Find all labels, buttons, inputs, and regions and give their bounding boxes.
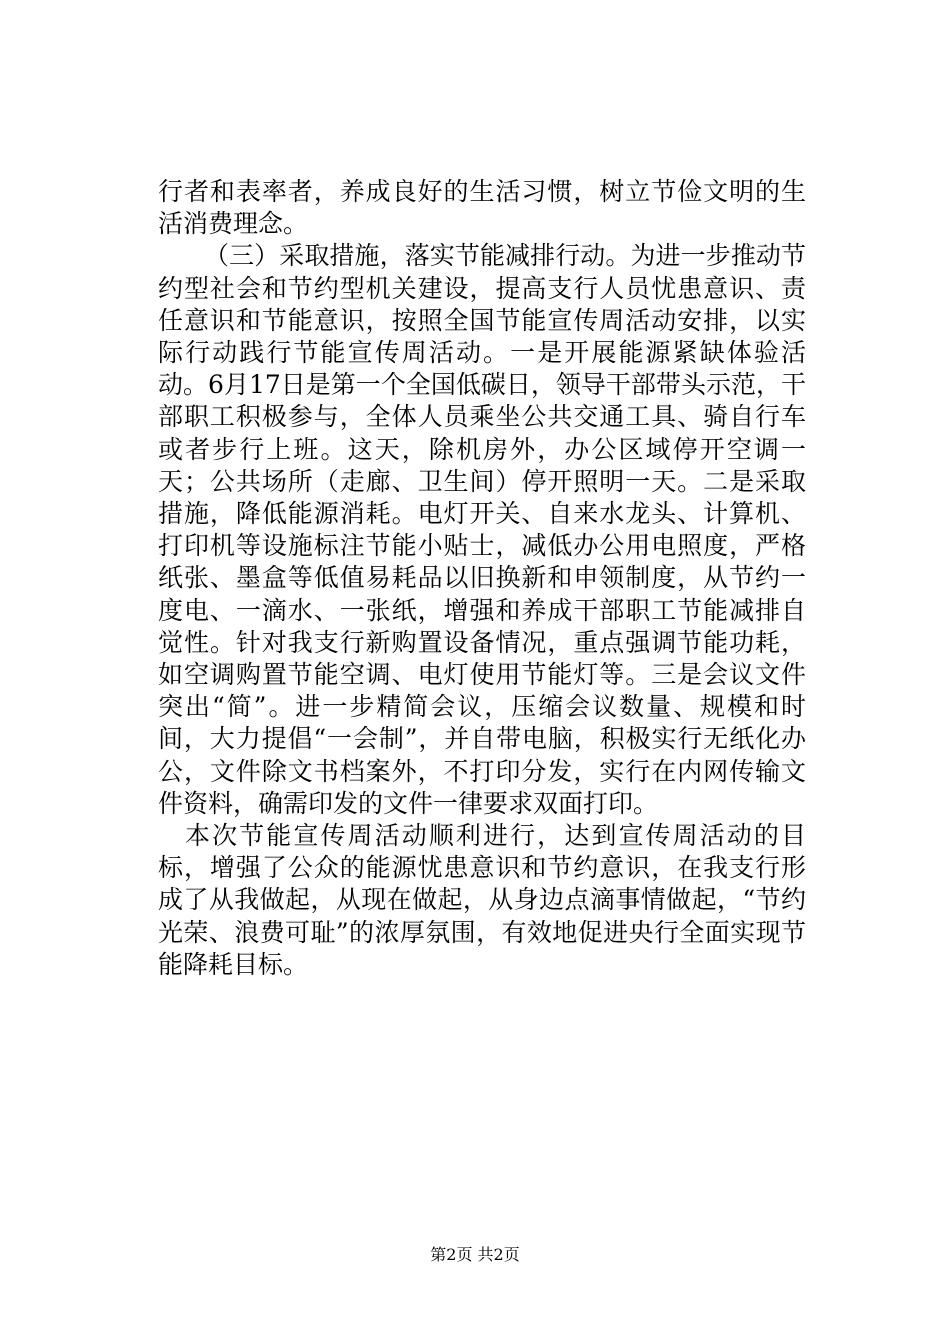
paragraph-continuation: 行者和表率者，养成良好的生活习惯，树立节俭文明的生活消费理念。 [158,177,806,239]
page-footer [0,1244,950,1266]
page-number: 第2页 共2页 [430,1245,520,1264]
document-body [158,176,806,981]
paragraph-measures: （三）采取措施，落实节能减排行动。为进一步推动节约型社会和节约型机关建设，提高支行人员忧患意识、责任意识和节能意识，按照全国节能宣传周活动安排，以实际行动践行节能宣传周活动。一是开展能源紧缺体验活动。6月17日是第一个全国低碳日，领导干部带头示范，干部职工积极参与，全体人员乘坐公共交通工具、骑自行车或者步行上班。这天，除机房外，办公区域停开空调一天；公共场所（走廊、卫生间）停开照明一天。二是采取措施，降低能源消耗。电灯开关、自来水龙头、计算机、打印机等设施标注节能小贴士，减低办公用电照度，严格纸张、墨盒等低值易耗品以旧换新和申领制度，从节约一度电、一滴水、一张纸，增强和养成干部职工节能减排自觉性。针对我支行新购置设备情况，重点强调节能功耗，如空调购置节能空调、电灯使用节能灯等。三是会议文件突出“简”。进一步精简会议，压缩会议数量、规模和时间，大力提倡“一会制”，并自带电脑，积极实行无纸化办公，文件除文书档案外，不打印分发，实行在内网传输文件资料，确需印发的文件一律要求双面打印。 [158,241,806,818]
paragraph-summary: 本次节能宣传周活动顺利进行，达到宣传周活动的目标，增强了公众的能源忧患意识和节约意识，在我支行形成了从我做起，从现在做起，从身边点滴事情做起，“节约光荣、浪费可耻”的浓厚氛围，有效地促进央行全面实现节能降耗目标。 [158,821,806,979]
